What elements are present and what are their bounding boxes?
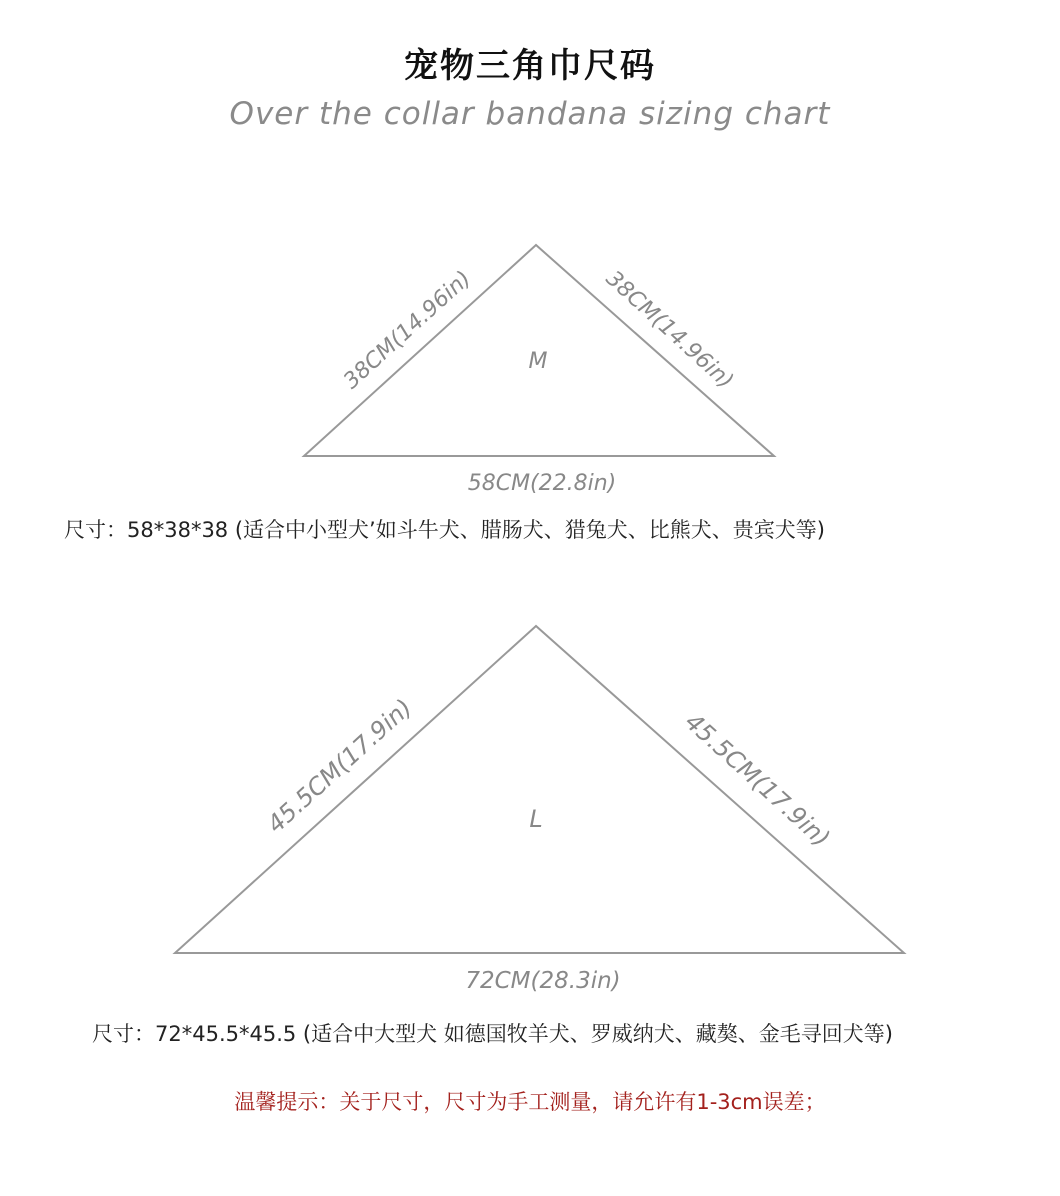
- triangle-m-left-side-label: 38CM(14.96in): [339, 266, 477, 395]
- triangle-m-base-label: 58CM(22.8in): [467, 471, 617, 496]
- page-title: 宠物三角巾尺码: [404, 46, 656, 86]
- triangle-m-size-label: M: [528, 349, 548, 374]
- triangle-l-outline: [175, 626, 904, 953]
- triangle-l-size-label: L: [529, 805, 543, 833]
- triangle-l-left-side-label: 45.5CM(17.9in): [261, 693, 418, 839]
- triangle-m: [304, 245, 774, 496]
- triangle-l: [175, 626, 904, 994]
- triangle-m-right-side-label: 38CM(14.96in): [600, 266, 738, 395]
- triangle-l-right-side-label: 45.5CM(17.9in): [679, 707, 836, 853]
- size-l-note: 尺寸：72*45.5*45.5 (适合中大型犬 如德国牧羊犬、罗威纳犬、藏獒、金毛寻回犬等): [92, 1022, 893, 1046]
- page-subtitle: Over the collar bandana sizing chart: [229, 96, 831, 132]
- measurement-tip: 温馨提示：关于尺寸，尺寸为手工测量，请允许有1-3cm误差；: [234, 1090, 826, 1114]
- size-m-note: 尺寸：58*38*38 (适合中小型犬’如斗牛犬、腊肠犬、猎兔犬、比熊犬、贵宾犬等): [64, 518, 825, 542]
- triangle-l-base-label: 72CM(28.3in): [465, 968, 621, 994]
